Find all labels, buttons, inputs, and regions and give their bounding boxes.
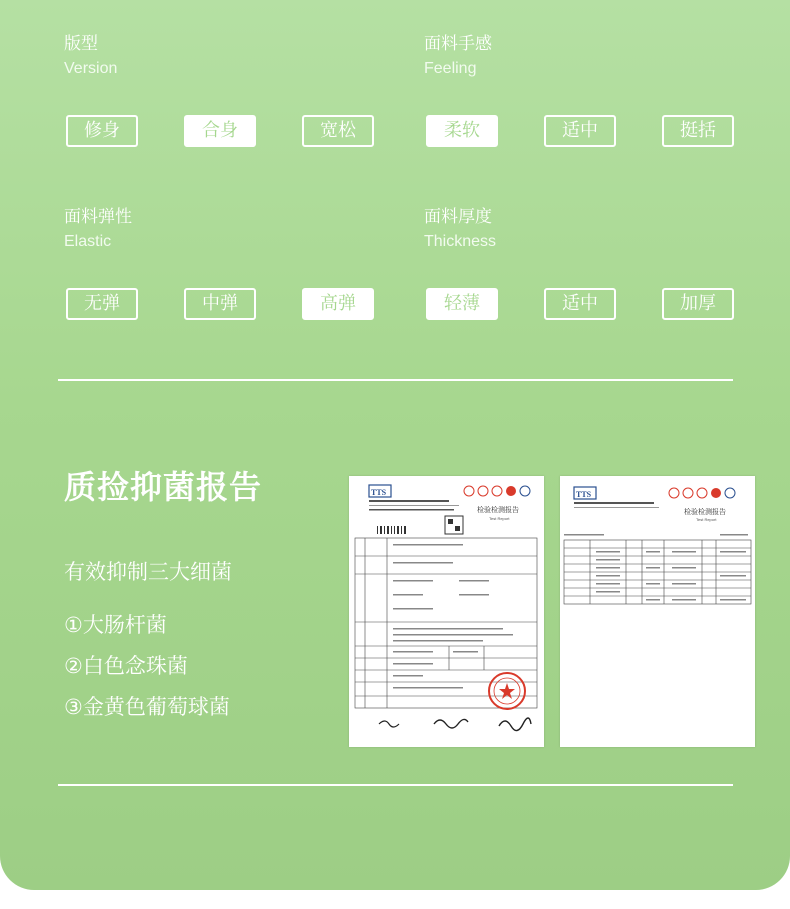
attribute-title: 版型 [64,34,98,54]
report-subtitle: Test Report [696,517,717,522]
attribute-feeling [424,34,744,79]
bacteria-item: ①大肠杆菌 [64,613,167,637]
option-elastic-0[interactable]: 无弹 [66,288,138,320]
attribute-title: 面料厚度 [424,207,492,227]
qr-code-icon [445,516,463,534]
certification-marks-icon [669,488,735,498]
qa-subtitle: 有效抑制三大细菌 [64,560,232,584]
divider-top [58,379,733,381]
attribute-version [64,34,384,79]
test-report-document[interactable] [560,476,755,747]
option-feeling-1[interactable]: 适中 [544,115,616,147]
option-version-0[interactable]: 修身 [66,115,138,147]
option-thickness-0[interactable]: 轻薄 [426,288,498,320]
attribute-title: 面料弹性 [64,207,132,227]
attribute-elastic [64,207,384,252]
certification-marks-icon [464,486,530,496]
report-illustration [560,476,755,747]
attribute-title: 面料手感 [424,34,492,54]
divider-bottom [58,784,733,786]
qa-title: 质捡抑菌报告 [64,468,263,506]
option-elastic-1[interactable]: 中弹 [184,288,256,320]
option-version-1[interactable]: 合身 [184,115,256,147]
option-thickness-2[interactable]: 加厚 [662,288,734,320]
option-version-2[interactable]: 宽松 [302,115,374,147]
report-illustration [349,476,544,747]
bacteria-item: ②白色念珠菌 [64,654,188,678]
signature-icon [379,721,399,727]
test-report-document[interactable] [349,476,544,747]
barcode-icon [377,526,406,534]
attribute-subtitle: Feeling [424,60,477,77]
svg-text:TTS: TTS [576,490,592,499]
attribute-subtitle: Elastic [64,233,112,250]
bacteria-item: ③金黄色葡萄球菌 [64,695,230,719]
signature-icon [434,719,468,728]
option-feeling-0[interactable]: 柔软 [426,115,498,147]
attribute-thickness [424,207,744,252]
report-table [564,540,751,604]
report-title: 检验检测报告 [684,508,726,516]
signature-icon [499,718,531,731]
option-elastic-2[interactable]: 高弹 [302,288,374,320]
report-subtitle: Test Report [489,516,510,521]
report-title: 检验检测报告 [477,506,519,514]
attribute-subtitle: Version [64,60,118,77]
svg-text:TTS: TTS [371,488,387,497]
attribute-subtitle: Thickness [424,233,497,250]
option-thickness-1[interactable]: 适中 [544,288,616,320]
option-feeling-2[interactable]: 挺括 [662,115,734,147]
